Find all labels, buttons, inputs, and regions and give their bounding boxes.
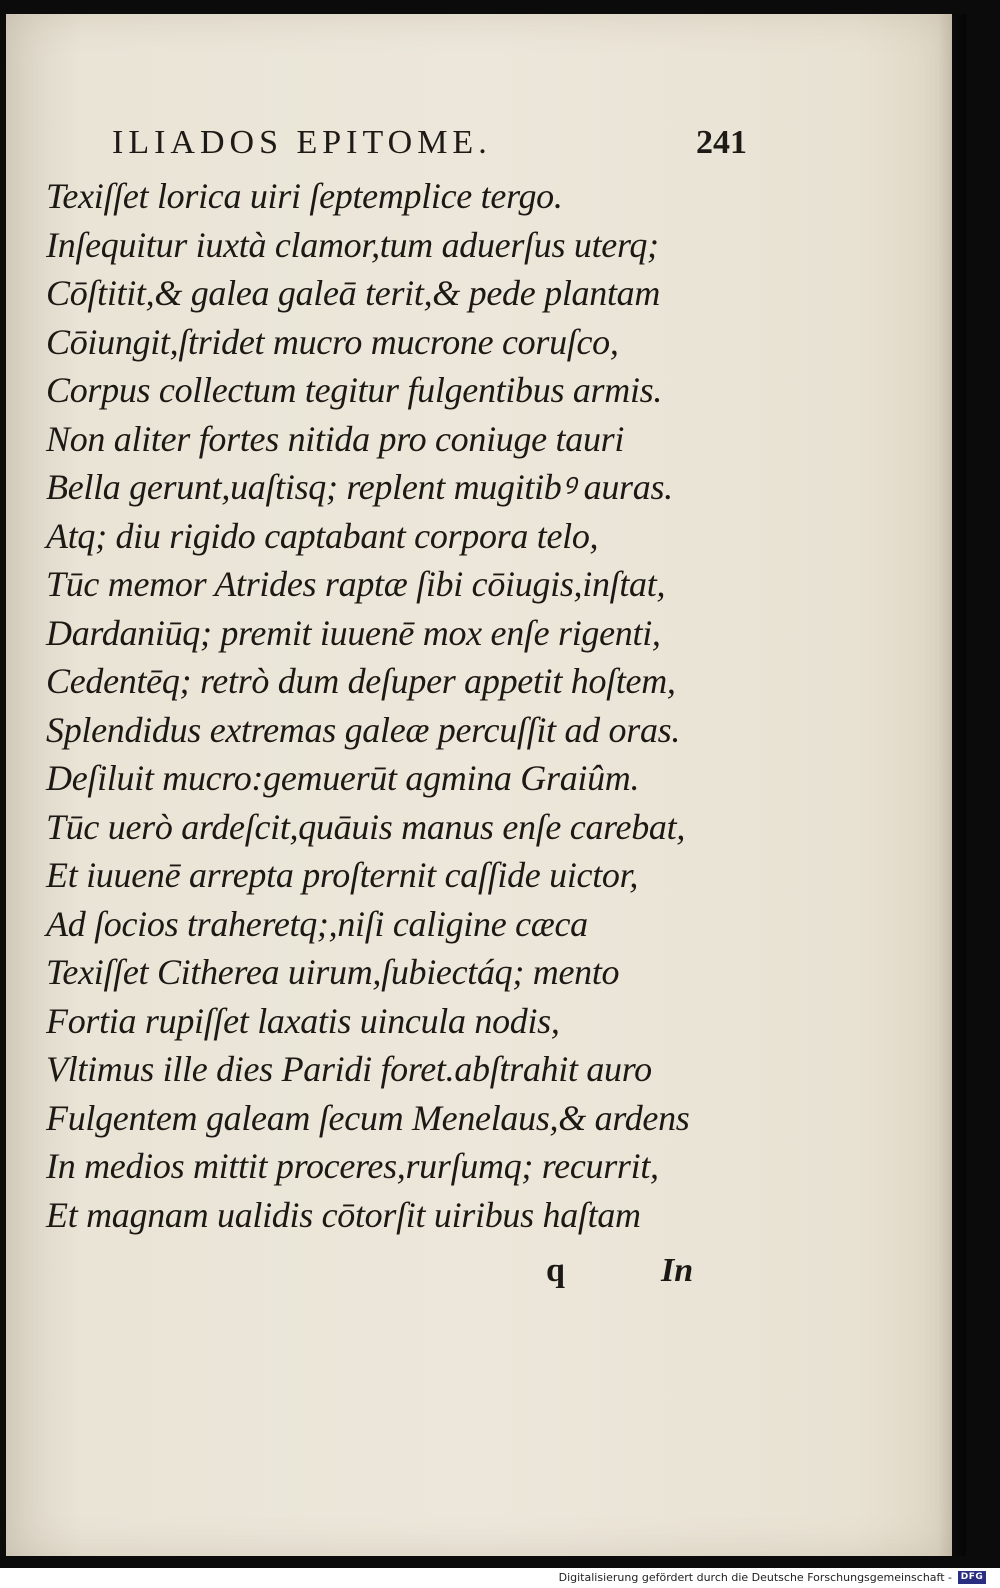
verse-list — [46, 172, 726, 1239]
running-head: ILIADOS EPITOME. — [112, 124, 492, 161]
page-footer — [96, 1252, 736, 1302]
page-edge-shading — [938, 14, 952, 1556]
verse-line: Tūc uerò ardeſcit,quāuis manus enſe carebat, — [46, 806, 686, 847]
verse-line: Splendidus extremas galeæ percuſſit ad oras. — [46, 709, 681, 750]
gutter-shadow — [952, 14, 966, 1556]
catchword: In — [661, 1252, 694, 1289]
credit-text: Digitalisierung gefördert durch die Deutsche Forschungsgemeinschaft - — [558, 1571, 952, 1584]
verse-line: Fortia rupiſſet laxatis uincula nodis, — [46, 1000, 560, 1041]
verse-line: Texiſſet lorica uiri ſeptemplice tergo. — [46, 176, 563, 216]
dfg-logo-icon: DFG — [958, 1571, 986, 1584]
verse-line: Cōiungit,ſtridet mucro mucrone coruſco, — [46, 321, 619, 362]
verse-line: Et iuuenē arrepta proſternit caſſide uictor, — [46, 855, 639, 895]
verse-line: Vltimus ille dies Paridi foret.abſtrahit auro — [46, 1049, 652, 1089]
verse-line: Texiſſet Citherea uirum,ſubiectáq; mento — [46, 952, 620, 992]
book-page — [6, 14, 952, 1556]
credit-bar — [0, 1568, 1000, 1588]
verse-line: Bella gerunt,uaſtisq; replent mugitibꝰ auras. — [46, 467, 673, 507]
verse-line: Cedentēq; retrò dum deſuper appetit hoſtem, — [46, 661, 676, 701]
verse-line: Non aliter fortes nitida pro coniuge tauri — [46, 418, 625, 459]
verse-line: Corpus collectum tegitur fulgentibus armis. — [46, 370, 663, 410]
verse-line: Et magnam ualidis cōtorſit uiribus haſtam — [46, 1194, 641, 1235]
verse-line: Tūc memor Atrides raptæ ſibi cōiugis,inſtat, — [46, 564, 666, 604]
page-number: 241 — [696, 124, 747, 161]
verse-line: Inſequitur iuxtà clamor,tum aduerſus uterq; — [46, 224, 659, 265]
page-header — [96, 118, 776, 168]
signature-mark: q — [546, 1252, 565, 1289]
verse-line: Fulgentem galeam ſecum Menelaus,& ardens — [46, 1097, 690, 1138]
verse-line: Ad ſocios traheretq;,niſi caligine cæca — [46, 903, 588, 944]
verse-line: Deſiluit mucro:gemuerūt agmina Graiûm. — [46, 758, 640, 798]
verse-line: Atq; diu rigido captabant corpora telo, — [46, 515, 599, 556]
verse-line: In medios mittit proceres,rurſumq; recurrit, — [46, 1146, 659, 1186]
verse-line: Dardaniūq; premit iuuenē mox enſe rigenti, — [46, 612, 661, 653]
verse-line: Cōſtitit,& galea galeā terit,& pede plantam — [46, 273, 661, 313]
